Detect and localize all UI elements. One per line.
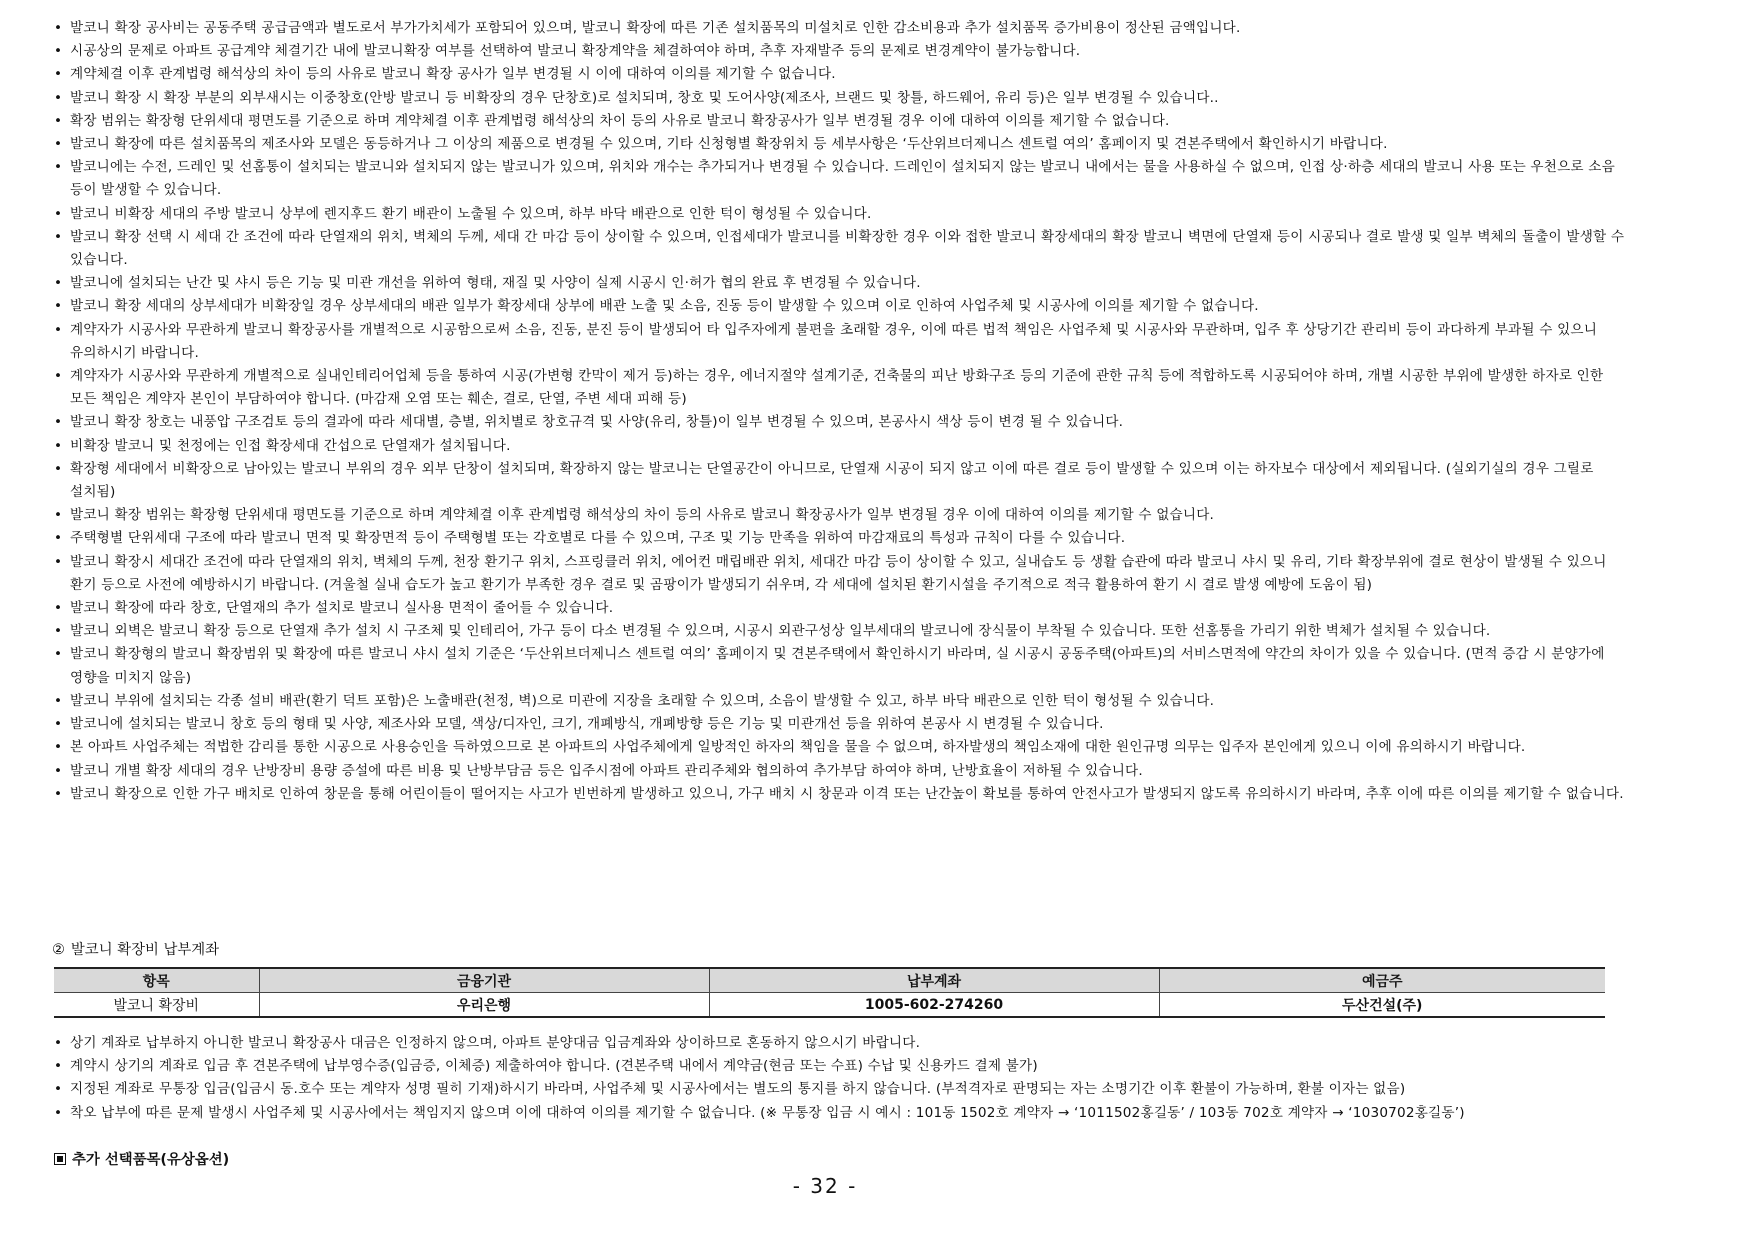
cell-account-number: 1005-602-274260 [709,993,1159,1018]
account-note-item: • 계약시 상기의 계좌로 입금 후 견본주택에 납부영수증(입금증, 이체증) 제출하여야 합니다. (견본주택 내에서 계약금(현금 또는 수표) 수납 및 신용카드 결제 불가) [52,1055,1632,1078]
note-item: • 확장형 세대에서 비확장으로 남아있는 발코니 부위의 경우 외부 단창이 설치되며, 확장하지 않는 발코니는 단열공간이 아니므로, 단열재 시공이 되지 않고 이에 따른 결로 등이 발생할 수 있으며 이는 하자보수 대상에서 제외됩니다. (실외기실의 경우 그릴로 설치됨) [52,458,1632,504]
note-item: • 발코니 외벽은 발코니 확장 등으로 단열재 추가 설치 시 구조체 및 인테리어, 가구 등이 다소 변경될 수 있으며, 시공시 외관구성상 일부세대의 발코니에 장식물이 부착될 수 있습니다. 또한 선홈통을 가리기 위한 벽체가 설치될 수 있습니다. [52,620,1632,643]
note-item: • 발코니 확장 세대의 상부세대가 비확장일 경우 상부세대의 배관 일부가 확장세대 상부에 배관 노출 및 소음, 진동 등이 발생할 수 있으며 이로 인하여 사업주체 및 시공사에 이의를 제기할 수 없습니다. [52,295,1632,318]
note-item: • 확장 범위는 확장형 단위세대 평면도를 기준으로 하며 계약체결 이후 관계법령 해석상의 차이 등의 사유로 발코니 확장공사가 일부 변경될 경우 이에 대하여 이의를 제기할 수 없습니다. [52,110,1632,133]
note-item: • 발코니 확장형의 발코니 확장범위 및 확장에 따른 발코니 샤시 설치 기준은 ‘두산위브더제니스 센트럴 여의’ 홈페이지 및 견본주택에서 확인하시기 바라며, 실 시공시 공동주택(아파트)의 서비스면적에 약간의 차이가 있을 수 있습니다. (면적 증감 시 분양가에 영향을 미치지 않음) [52,643,1632,689]
note-item: • 발코니 확장 창호는 내풍압 구조검토 등의 결과에 따라 세대별, 층별, 위치별로 창호규격 및 사양(유리, 창틀)이 일부 변경될 수 있으며, 본공사시 색상 등이 변경 될 수 있습니다. [52,411,1632,434]
note-item: • 발코니에는 수전, 드레인 및 선홈통이 설치되는 발코니와 설치되지 않는 발코니가 있으며, 위치와 개수는 추가되거나 변경될 수 있습니다. 드레인이 설치되지 않는 발코니 내에서는 물을 사용하실 수 없으며, 인접 상·하층 세대의 발코니 사용 또는 우천으로 소음 등이 발생할 수 있습니다. [52,156,1632,202]
additional-options-heading [54,1150,229,1170]
note-item: • 발코니 확장에 따라 창호, 단열재의 추가 설치로 발코니 실사용 면적이 줄어들 수 있습니다. [52,597,1632,620]
note-item: • 발코니 개별 확장 세대의 경우 난방장비 용량 증설에 따른 비용 및 난방부담금 등은 입주시점에 아파트 관리주체와 협의하여 추가부담 하여야 하며, 난방효율이 저하될 수 있습니다. [52,760,1632,783]
balcony-notes-list [52,17,1632,806]
note-item: • 발코니 확장으로 인한 가구 배치로 인하여 창문을 통해 어린이들이 떨어지는 사고가 빈번하게 발생하고 있으니, 가구 배치 시 창문과 이격 또는 난간높이 확보를 통하여 안전사고가 발생되지 않도록 유의하시기 바라며, 추후 이에 따른 이의를 제기할 수 없습니다. [52,783,1632,806]
note-item: • 비확장 발코니 및 천정에는 인접 확장세대 간섭으로 단열재가 설치됩니다. [52,435,1632,458]
column-header-item: 항목 [54,968,259,993]
account-table-header-row [54,968,1605,993]
note-item: • 발코니 확장 공사비는 공동주택 공급금액과 별도로서 부가가치세가 포함되어 있으며, 발코니 확장에 따른 기존 설치품목의 미설치로 인한 감소비용과 추가 설치품목 증가비용이 정산된 금액입니다. [52,17,1632,40]
column-header-holder: 예금주 [1159,968,1605,993]
note-item: • 발코니에 설치되는 발코니 창호 등의 형태 및 사양, 제조사와 모델, 색상/디자인, 크기, 개폐방식, 개폐방향 등은 기능 및 미관개선 등을 위하여 본공사 시 변경될 수 있습니다. [52,713,1632,736]
section-title-text: 발코니 확장비 납부계좌 [70,942,220,958]
note-item: • 발코니 비확장 세대의 주방 발코니 상부에 렌지후드 환기 배관이 노출될 수 있으며, 하부 바닥 배관으로 인한 턱이 형성될 수 있습니다. [52,203,1632,226]
table-row [54,993,1605,1018]
cell-bank: 우리은행 [259,993,709,1018]
column-header-bank: 금융기관 [259,968,709,993]
cell-item: 발코니 확장비 [113,997,200,1014]
account-note-item: • 착오 납부에 따른 문제 발생시 사업주체 및 시공사에서는 책임지지 않으며 이에 대하여 이의를 제기할 수 없습니다. (※ 무통장 입금 시 예시 : 101동 1502호 계약자 → ‘1011502홍길동’ / 103동 702호 계약자 → ‘1030702홍길동’) [52,1102,1632,1125]
note-item: • 계약자가 시공사와 무관하게 발코니 확장공사를 개별적으로 시공함으로써 소음, 진동, 분진 등이 발생되어 타 입주자에게 불편을 초래할 경우, 이에 따른 법적 책임은 사업주체 및 시공사와 무관하며, 입주 후 상당기간 관리비 등이 과다하게 부과될 수 있으니 유의하시기 바랍니다. [52,319,1632,365]
page-number: - 32 - [792,1174,858,1198]
note-item: • 발코니 확장 범위는 확장형 단위세대 평면도를 기준으로 하며 계약체결 이후 관계법령 해석상의 차이 등의 사유로 발코니 확장공사가 일부 변경될 경우 이에 대하여 이의를 제기할 수 없습니다. [52,504,1632,527]
account-section-title [52,940,219,960]
note-item: • 본 아파트 사업주체는 적법한 감리를 통한 시공으로 사용승인을 득하였으므로 본 아파트의 사업주체에게 일방적인 하자의 책임을 물을 수 없으며, 하자발생의 책임소재에 대한 원인규명 의무는 입주자 본인에게 있으니 이에 유의하시기 바랍니다. [52,736,1632,759]
note-item: • 발코니 확장 선택 시 세대 간 조건에 따라 단열재의 위치, 벽체의 두께, 세대 간 마감 등이 상이할 수 있으며, 인접세대가 발코니를 비확장한 경우 이와 접한 발코니 확장세대의 확장 발코니 벽면에 단열재 등이 시공되나 결로 발생 및 일부 벽체의 돌출이 발생할 수 있습니다. [52,226,1632,272]
note-item: • 발코니 부위에 설치되는 각종 설비 배관(환기 덕트 포함)은 노출배관(천정, 벽)으로 미관에 지장을 초래할 수 있으며, 소음이 발생할 수 있고, 하부 바닥 배관으로 인한 턱이 형성될 수 있습니다. [52,690,1632,713]
additional-options-title: 추가 선택품목(유상옵션) [72,1152,230,1168]
note-item: • 발코니 확장 시 확장 부분의 외부새시는 이중창호(안방 발코니 등 비확장의 경우 단창호)로 설치되며, 창호 및 도어사양(제조사, 브랜드 및 창틀, 하드웨어, 유리 등)은 일부 변경될 수 있습니다.. [52,87,1632,110]
note-item: • 주택형별 단위세대 구조에 따라 발코니 면적 및 확장면적 등이 주택형별 또는 각호별로 다를 수 있으며, 구조 및 기능 만족을 위하여 마감재료의 특성과 규칙이 다를 수 있습니다. [52,527,1632,550]
note-item: • 발코니 확장에 따른 설치품목의 제조사와 모델은 동등하거나 그 이상의 제품으로 변경될 수 있으며, 기타 신청형별 확장위치 등 세부사항은 ‘두산위브더제니스 센트럴 여의’ 홈페이지 및 견본주택에서 확인하시기 바랍니다. [52,133,1632,156]
note-item: • 발코니 확장시 세대간 조건에 따라 단열재의 위치, 벽체의 두께, 천장 환기구 위치, 스프링클러 위치, 에어컨 매립배관 위치, 세대간 마감 등이 상이할 수 있고, 실내습도 등 생활 습관에 따라 발코니 샤시 및 유리, 기타 확장부위에 결로 현상이 발생될 수 있으니 환기 등으로 사전에 예방하시기 바랍니다. (겨울철 실내 습도가 높고 환기가 부족한 경우 결로 및 곰팡이가 발생되기 쉬우며, 각 세대에 설치된 환기시설을 주기적으로 적극 활용하여 환기 시 결로 발생 예방에 도움이 됨) [52,551,1632,597]
account-note-item: • 상기 계좌로 납부하지 아니한 발코니 확장공사 대금은 인정하지 않으며, 아파트 분양대금 입금계좌와 상이하므로 혼동하지 않으시기 바랍니다. [52,1032,1632,1055]
square-bullet-icon [54,1153,66,1165]
account-table [54,967,1605,1018]
account-note-item: • 지정된 계좌로 무통장 입금(입금시 동.호수 또는 계약자 성명 필히 기재)하시기 바라며, 사업주체 및 시공사에서는 별도의 통지를 하지 않습니다. (부적격자로 판명되는 자는 소명기간 이후 환불이 가능하며, 환불 이자는 없음) [52,1078,1632,1101]
cell-account-holder: 두산건설(주) [1159,993,1605,1018]
note-item: • 계약자가 시공사와 무관하게 개별적으로 실내인테리어업체 등을 통하여 시공(가변형 칸막이 제거 등)하는 경우, 에너지절약 설계기준, 건축물의 피난 방화구조 등의 기준에 관한 규칙 등에 적합하도록 시공되어야 하며, 개별 시공한 부위에 발생한 하자로 인한 모든 책임은 계약자 본인이 부담하여야 합니다. (마감재 오염 또는 훼손, 결로, 단열, 주변 세대 피해 등) [52,365,1632,411]
column-header-account: 납부계좌 [709,968,1159,993]
section-number: ② [52,942,65,958]
note-item: • 계약체결 이후 관계법령 해석상의 차이 등의 사유로 발코니 확장 공사가 일부 변경될 시 이에 대하여 이의를 제기할 수 없습니다. [52,63,1632,86]
note-item: • 발코니에 설치되는 난간 및 샤시 등은 기능 및 미관 개선을 위하여 형태, 재질 및 사양이 실제 시공시 인·허가 협의 완료 후 변경될 수 있습니다. [52,272,1632,295]
account-notes-list [52,1032,1632,1125]
note-item: • 시공상의 문제로 아파트 공급계약 체결기간 내에 발코니확장 여부를 선택하여 발코니 확장계약을 체결하여야 하며, 추후 자재발주 등의 문제로 변경계약이 불가능합니다. [52,40,1632,63]
